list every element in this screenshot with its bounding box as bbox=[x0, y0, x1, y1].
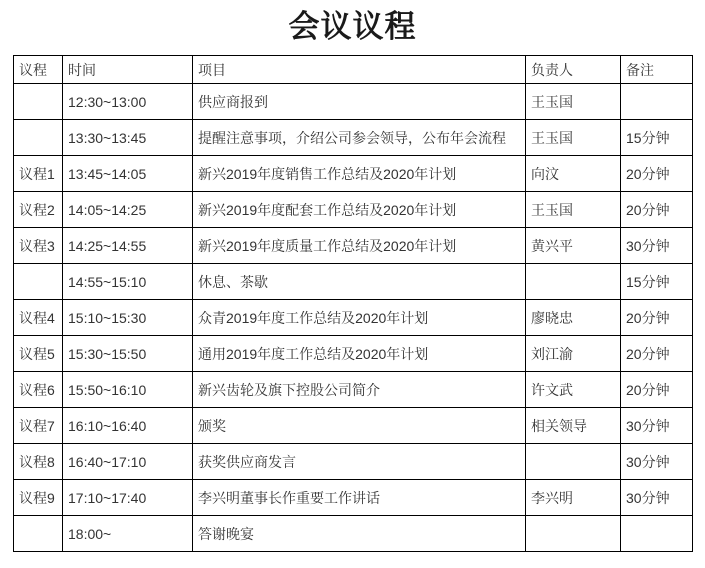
header-agenda: 议程 bbox=[14, 56, 63, 84]
table-row bbox=[14, 480, 693, 516]
table-row bbox=[14, 228, 693, 264]
header-time: 时间 bbox=[63, 56, 193, 84]
cell-time: 16:10~16:40 bbox=[63, 408, 193, 444]
cell-time: 17:10~17:40 bbox=[63, 480, 193, 516]
cell-time: 14:55~15:10 bbox=[63, 264, 193, 300]
cell-owner: 向汶 bbox=[526, 156, 621, 192]
cell-time: 14:05~14:25 bbox=[63, 192, 193, 228]
table-row bbox=[14, 516, 693, 552]
cell-agenda: 议程5 bbox=[14, 336, 63, 372]
cell-owner bbox=[526, 444, 621, 480]
cell-time: 13:30~13:45 bbox=[63, 120, 193, 156]
cell-note: 30分钟 bbox=[621, 480, 693, 516]
agenda-table-body bbox=[14, 84, 693, 552]
table-row bbox=[14, 120, 693, 156]
table-row bbox=[14, 156, 693, 192]
cell-agenda: 议程2 bbox=[14, 192, 63, 228]
cell-agenda: 议程3 bbox=[14, 228, 63, 264]
cell-item: 获奖供应商发言 bbox=[193, 444, 526, 480]
table-row bbox=[14, 372, 693, 408]
cell-item: 通用2019年度工作总结及2020年计划 bbox=[193, 336, 526, 372]
cell-note: 20分钟 bbox=[621, 192, 693, 228]
cell-item: 新兴2019年度配套工作总结及2020年计划 bbox=[193, 192, 526, 228]
cell-agenda: 议程6 bbox=[14, 372, 63, 408]
page-title: 会议议程 bbox=[288, 9, 417, 44]
cell-agenda: 议程7 bbox=[14, 408, 63, 444]
cell-item: 颁奖 bbox=[193, 408, 526, 444]
cell-item: 供应商报到 bbox=[193, 84, 526, 120]
cell-item: 休息、茶歇 bbox=[193, 264, 526, 300]
cell-note: 20分钟 bbox=[621, 372, 693, 408]
cell-time: 12:30~13:00 bbox=[63, 84, 193, 120]
cell-owner bbox=[526, 516, 621, 552]
cell-item: 李兴明董事长作重要工作讲话 bbox=[193, 480, 526, 516]
table-row bbox=[14, 192, 693, 228]
agenda-table bbox=[13, 55, 693, 552]
cell-owner: 王玉国 bbox=[526, 84, 621, 120]
cell-agenda bbox=[14, 84, 63, 120]
cell-time: 14:25~14:55 bbox=[63, 228, 193, 264]
cell-agenda bbox=[14, 264, 63, 300]
cell-time: 18:00~ bbox=[63, 516, 193, 552]
table-row bbox=[14, 444, 693, 480]
cell-agenda bbox=[14, 120, 63, 156]
cell-item: 提醒注意事项，介绍公司参会领导，公布年会流程 bbox=[193, 120, 526, 156]
cell-item: 新兴2019年度销售工作总结及2020年计划 bbox=[193, 156, 526, 192]
table-row bbox=[14, 300, 693, 336]
header-note: 备注 bbox=[621, 56, 693, 84]
cell-note: 15分钟 bbox=[621, 120, 693, 156]
cell-owner: 黄兴平 bbox=[526, 228, 621, 264]
cell-time: 13:45~14:05 bbox=[63, 156, 193, 192]
cell-item: 众青2019年度工作总结及2020年计划 bbox=[193, 300, 526, 336]
cell-note bbox=[621, 516, 693, 552]
cell-agenda: 议程9 bbox=[14, 480, 63, 516]
cell-note: 15分钟 bbox=[621, 264, 693, 300]
table-row bbox=[14, 408, 693, 444]
cell-note bbox=[621, 84, 693, 120]
cell-note: 30分钟 bbox=[621, 444, 693, 480]
cell-item: 答谢晚宴 bbox=[193, 516, 526, 552]
cell-note: 20分钟 bbox=[621, 156, 693, 192]
cell-agenda bbox=[14, 516, 63, 552]
header-item: 项目 bbox=[193, 56, 526, 84]
cell-agenda: 议程1 bbox=[14, 156, 63, 192]
cell-time: 15:50~16:10 bbox=[63, 372, 193, 408]
table-row bbox=[14, 264, 693, 300]
cell-owner bbox=[526, 264, 621, 300]
table-row bbox=[14, 336, 693, 372]
header-owner: 负责人 bbox=[526, 56, 621, 84]
cell-note: 20分钟 bbox=[621, 300, 693, 336]
cell-time: 15:10~15:30 bbox=[63, 300, 193, 336]
cell-note: 30分钟 bbox=[621, 408, 693, 444]
cell-owner: 李兴明 bbox=[526, 480, 621, 516]
cell-agenda: 议程8 bbox=[14, 444, 63, 480]
cell-time: 16:40~17:10 bbox=[63, 444, 193, 480]
cell-owner: 王玉国 bbox=[526, 192, 621, 228]
cell-owner: 相关领导 bbox=[526, 408, 621, 444]
cell-note: 30分钟 bbox=[621, 228, 693, 264]
cell-item: 新兴2019年度质量工作总结及2020年计划 bbox=[193, 228, 526, 264]
cell-owner: 廖晓忠 bbox=[526, 300, 621, 336]
table-row bbox=[14, 84, 693, 120]
cell-owner: 刘江渝 bbox=[526, 336, 621, 372]
cell-note: 20分钟 bbox=[621, 336, 693, 372]
cell-agenda: 议程4 bbox=[14, 300, 63, 336]
cell-owner: 王玉国 bbox=[526, 120, 621, 156]
cell-owner: 许文武 bbox=[526, 372, 621, 408]
cell-item: 新兴齿轮及旗下控股公司简介 bbox=[193, 372, 526, 408]
agenda-table-header bbox=[14, 56, 693, 84]
header-row bbox=[14, 56, 693, 84]
cell-time: 15:30~15:50 bbox=[63, 336, 193, 372]
